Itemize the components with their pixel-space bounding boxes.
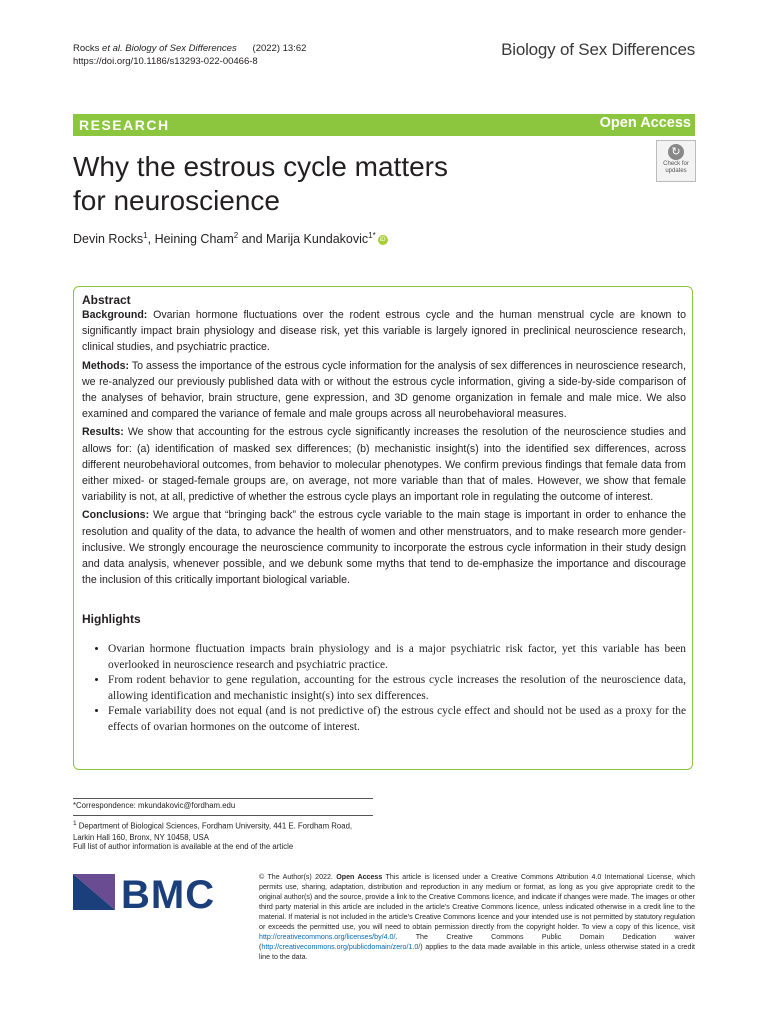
author-info-note: Full list of author information is available at the end of the article xyxy=(73,842,294,851)
public-domain-link[interactable]: http://creativecommons.org/publicdomain/zero/1.0/ xyxy=(261,943,421,951)
highlight-item: • Female variability does not equal (and is not predictive of) the estrous cycle effect and should not be used as a proxy for the effects of ovarian hormones on the outcome of interest. xyxy=(108,704,686,735)
title-line-2: for neuroscience xyxy=(73,185,281,216)
abstract-conclusions: Conclusions: We argue that “bringing back” the estrous cycle variable to the main stage is important in order to enhance the resolution and quality of the data, to advance the health of women and other menstruators, and to make research more gender-inclusive. We strongly encourage the neuroscience community to incorporate the estrous cycle information in their study design and data analysis, whenever possible, and we debunk some myths that tend to de-emphasize the importance and discourage the inclusion of this critically important biological variable. xyxy=(82,509,686,587)
highlight-item: • From rodent behavior to gene regulation, accounting for the estrous cycle increases the resolution of the neuroscience data, allowing identification and mechanistic insight(s) into sex differences. xyxy=(108,673,686,704)
abstract-methods: Methods: To assess the importance of the estrous cycle information for the analysis of sex differences in neuroscience research, we re-analyzed our previously published data with or without the estrous cycle information, giving a side-by-side comparison of the analyses of behavior, brain structure, gene expression, and 3D genome organization in female and male mice. We also examined and compared the variance of female and male groups across all neurobehavioral measures. xyxy=(82,359,686,421)
highlights-list xyxy=(82,642,686,735)
footnote-divider xyxy=(73,798,373,799)
license-link[interactable]: http://creativecommons.org/licenses/by/4.0/ xyxy=(259,933,396,941)
bmc-logo-text: BMC xyxy=(121,873,216,917)
affiliation-marker: 2 xyxy=(233,231,239,240)
author-name[interactable]: and Marija Kundakovic xyxy=(238,232,369,247)
citation-line: Rocks et al. Biology of Sex Differences (2022) 13:62 xyxy=(73,43,307,54)
author-list xyxy=(73,231,388,246)
check-updates-line-1: Check for xyxy=(663,161,689,167)
author-name[interactable]: Devin Rocks xyxy=(73,232,144,247)
bmc-logo-mark xyxy=(73,874,115,910)
footnote-divider xyxy=(73,815,373,816)
author-name[interactable]: , Heining Cham xyxy=(147,232,234,247)
highlights-heading: Highlights xyxy=(82,612,141,627)
title-line-1: Why the estrous cycle matters xyxy=(73,151,449,182)
section-label: RESEARCH xyxy=(79,117,170,133)
abstract-background: Background: Ovarian hormone fluctuations over the rodent estrous cycle and the human menstrual cycle are known to significantly impact brain physiology and disease risk, yet this variable is largely ignored in preclinical neuroscience research, clinical studies, and psychiatric practice. xyxy=(82,309,686,354)
orcid-icon[interactable]: iD xyxy=(378,235,388,245)
open-access-label: Open Access xyxy=(599,115,691,131)
doi-link[interactable]: https://doi.org/10.1186/s13293-022-00466-8 xyxy=(73,56,258,67)
journal-name: Biology of Sex Differences xyxy=(501,40,695,59)
abstract-box xyxy=(73,286,693,770)
check-updates-icon: ↻ xyxy=(668,144,684,160)
correspondence-note: *Correspondence: mkundakovic@fordham.edu xyxy=(73,801,236,810)
highlight-item: • Ovarian hormone fluctuation impacts brain physiology and is a major psychiatric risk factor, yet this variable has been overlooked in neuroscience research and psychiatric practice. xyxy=(108,642,686,673)
abstract-heading: Abstract xyxy=(82,293,131,307)
affiliation-marker: 1 xyxy=(143,231,148,240)
affiliation-marker: 1* xyxy=(368,231,376,240)
citation-header xyxy=(73,42,306,68)
check-updates-line-2: updates xyxy=(665,168,687,174)
bmc-logo xyxy=(73,873,216,917)
abstract-results: Results: We show that accounting for the estrous cycle significantly increases the resolution of the neuroscience studies and allows for: (a) identification of masked sex differences; (b) mechanistic insight(s) into the identified sex differences, across different neurobehavioral outcomes, from behavior to molecular phenotypes. We confirm previous findings that female data from either mixed- or staged-female groups are, on average, not more variable than that of males. However, we show that female variability is not, at all, predictive of whether the estrous cycle plays an important role in regulating the outcome of interest. xyxy=(82,426,686,504)
section-banner xyxy=(73,114,695,136)
license-statement: © The Author(s) 2022. Open Access This article is licensed under a Creative Commons Attribution 4.0 International License, which permits use, sharing, adaptation, distribution and reproduction in any medium or format, as long as you give appropriate credit to the original author(s) and the source, provide a link to the Creative Commons licence, and indicate if changes were made. The images or other third party material in this article are included in the article’s Creative Commons licence, unless indicated otherwise in a credit line to the material. If material is not included in the article’s Creative Commons licence and your intended use is not permitted by statutory regulation or exceeds the permitted use, you will need to obtain permission directly from the copyright holder. To view a copy of this licence, visit http://creativecommons.org/licenses/by/4.0/. The Creative Commons Public Domain Dedication waiver (http://creativecommons.org/publicdomain/zero/1.0/) applies to the data made available in this article, unless otherwise stated in a credit line to the data. xyxy=(259,873,695,961)
affiliation-note: $^1$ Department of Biological Sciences, Fordham University, 441 E. Fordham Road, Larkin Hall 160, Bronx, NY 10458, USA xyxy=(73,820,353,842)
check-for-updates-badge[interactable] xyxy=(656,140,696,182)
article-title xyxy=(73,150,573,218)
